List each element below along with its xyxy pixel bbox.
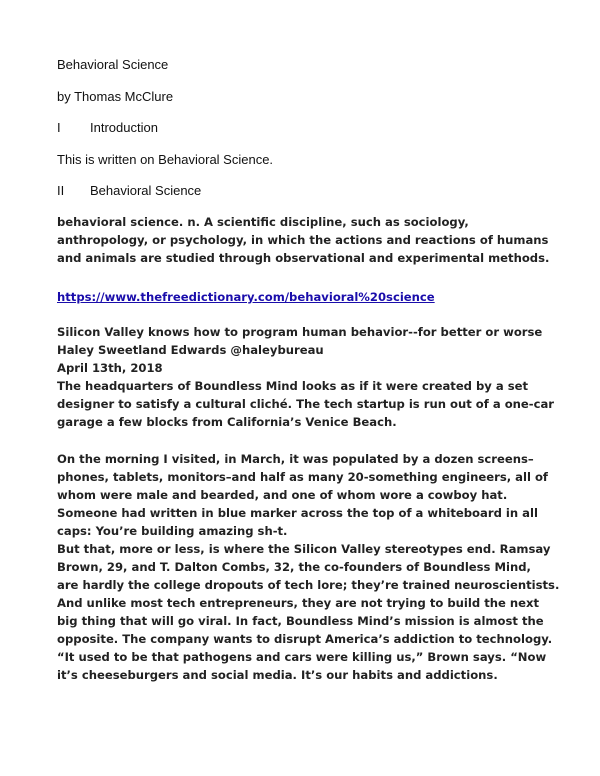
section-heading-introduction — [57, 120, 158, 136]
intro-paragraph: This is written on Behavioral Science. — [57, 152, 274, 167]
dictionary-link[interactable]: https://www.thefreedictionary.com/behavioral%20science — [57, 290, 435, 304]
paragraph-line: opposite. The company wants to disrupt America’s addiction to technology. — [57, 632, 553, 646]
paragraph-line: The headquarters of Boundless Mind looks as if it were created by a set — [57, 379, 529, 393]
section-title: Behavioral Science — [90, 183, 202, 198]
paragraph-line: it’s cheeseburgers and social media. It’s our habits and addictions. — [57, 668, 498, 682]
paragraph-line: behavioral science. n. A scientific discipline, such as sociology, — [57, 215, 469, 229]
paragraph-line: anthropology, or psychology, in which the actions and reactions of humans — [57, 233, 549, 247]
paragraph-line: garage a few blocks from California’s Venice Beach. — [57, 415, 397, 429]
paragraph-line: And unlike most tech entrepreneurs, they are not trying to build the next — [57, 596, 540, 610]
section-number: II — [57, 183, 65, 198]
paragraph-line: whom were male and bearded, and one of whom wore a cowboy hat. — [57, 488, 508, 502]
paragraph-line: Someone had written in blue marker across the top of a whiteboard in all — [57, 506, 538, 520]
section-title: Introduction — [90, 120, 158, 135]
article-header — [57, 323, 557, 431]
article-headline: Silicon Valley knows how to program human behavior--for better or worse — [57, 325, 543, 339]
section-number: I — [57, 120, 61, 135]
paragraph-line: Brown, 29, and T. Dalton Combs, 32, the co-founders of Boundless Mind, — [57, 560, 531, 574]
article-date: April 13th, 2018 — [57, 361, 163, 375]
definition-paragraph — [57, 213, 557, 267]
document-title: Behavioral Science — [57, 57, 169, 72]
document-byline: by Thomas McClure — [57, 89, 174, 104]
section-heading-behavioral-science — [57, 183, 201, 199]
paragraph-line: big thing that will go viral. In fact, Boundless Mind’s mission is almost the — [57, 614, 544, 628]
article-author: Haley Sweetland Edwards @haleybureau — [57, 343, 324, 357]
article-body — [57, 450, 560, 684]
paragraph-line: caps: You’re building amazing sh-t. — [57, 524, 288, 538]
paragraph-line: But that, more or less, is where the Silicon Valley stereotypes end. Ramsay — [57, 542, 551, 556]
paragraph-line: designer to satisfy a cultural cliché. The tech startup is run out of a one-car — [57, 397, 555, 411]
paragraph-line: “It used to be that pathogens and cars were killing us,” Brown says. “Now — [57, 650, 547, 664]
paragraph-line: phones, tablets, monitors–and half as many 20-something engineers, all of — [57, 470, 548, 484]
paragraph-line: are hardly the college dropouts of tech lore; they’re trained neuroscientists. — [57, 578, 560, 592]
paragraph-line: On the morning I visited, in March, it was populated by a dozen screens– — [57, 452, 534, 466]
paragraph-line: and animals are studied through observational and experimental methods. — [57, 251, 550, 265]
